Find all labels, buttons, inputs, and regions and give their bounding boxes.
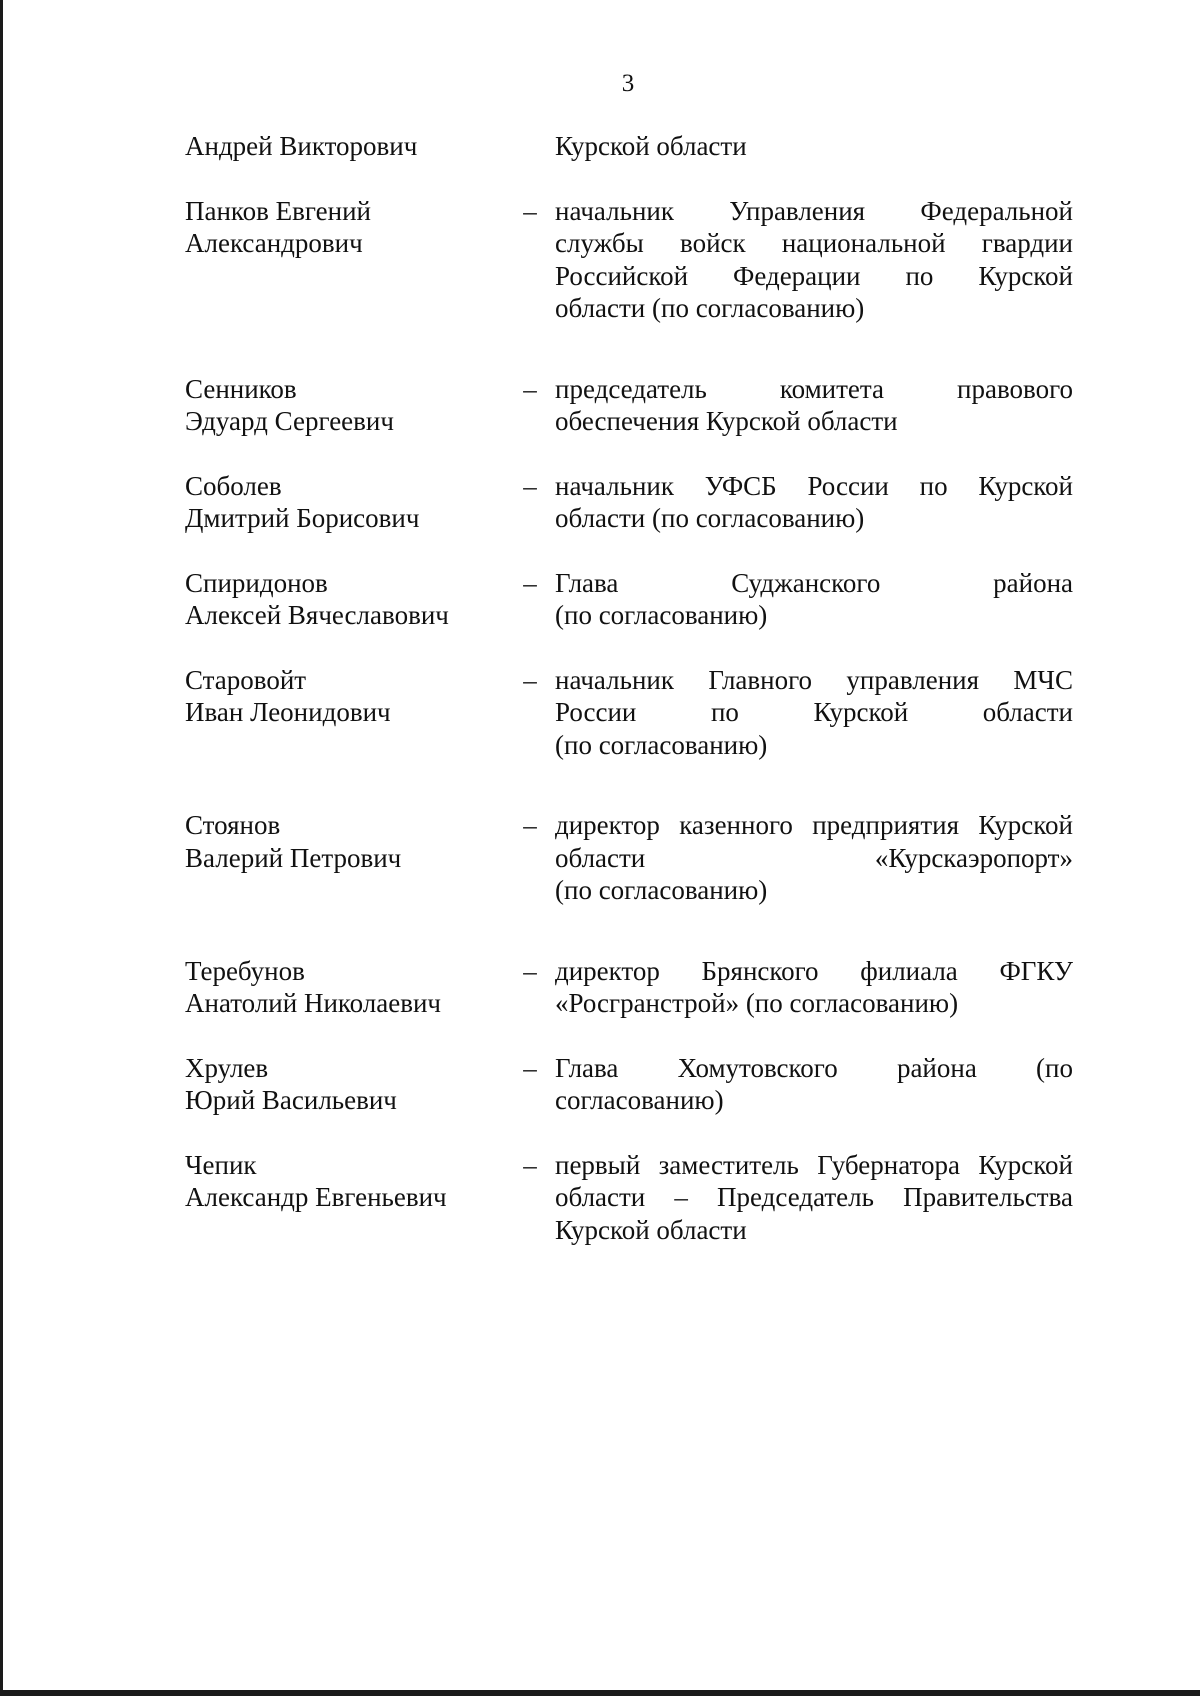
person-name-line: Юрий Васильевич (185, 1085, 397, 1115)
person-position (555, 470, 1073, 535)
separator-dash: – (523, 470, 537, 501)
person-position (555, 664, 1073, 762)
person-name-line: Иван Леонидович (185, 697, 391, 727)
person-position (555, 567, 1073, 632)
list-item (185, 955, 1073, 1020)
list-item (185, 373, 1073, 438)
position-line: председатель комитета правового (555, 373, 1073, 404)
person-position (555, 809, 1073, 907)
person-name (185, 809, 505, 907)
position-line: (по согласованию) (555, 729, 768, 760)
person-name-line: Эдуард Сергеевич (185, 406, 394, 436)
list-item (185, 664, 1073, 762)
person-name-line: Соболев (185, 470, 282, 501)
position-line: согласованию) (555, 1085, 724, 1115)
person-name (185, 1052, 505, 1117)
person-name (185, 470, 505, 535)
list-item (185, 567, 1073, 632)
position-line: России по Курской области (555, 697, 1073, 727)
position-line: области – Председатель Правительства (555, 1182, 1073, 1212)
separator-dash: – (523, 195, 537, 226)
person-name-line: Анатолий Николаевич (185, 988, 441, 1018)
person-name-line: Старовойт (185, 664, 307, 695)
person-name-line: Панков Евгений (185, 195, 371, 226)
person-name-line: Александр Евгеньевич (185, 1182, 447, 1212)
position-line: области (по согласованию) (555, 503, 865, 533)
position-line: Курской области (555, 1214, 747, 1245)
position-line: Глава Хомутовского района (по (555, 1052, 1073, 1083)
separator-dash: – (523, 955, 537, 986)
person-position (555, 955, 1073, 1020)
separator-dash: – (523, 1149, 537, 1180)
position-line: (по согласованию) (555, 600, 768, 630)
person-position (555, 130, 1073, 163)
scan-left-border (0, 0, 3, 1696)
list-item (185, 195, 1073, 325)
person-name-line: Валерий Петрович (185, 842, 402, 873)
list-item (185, 809, 1073, 907)
person-name-line: Сенников (185, 373, 297, 404)
person-name-line: Спиридонов (185, 567, 328, 598)
person-name (185, 195, 505, 325)
position-line: области «Курскаэропорт» (555, 842, 1073, 873)
person-position (555, 373, 1073, 438)
position-line: (по согласованию) (555, 875, 768, 905)
person-name-line: Александрович (185, 228, 363, 258)
person-position (555, 1052, 1073, 1117)
person-name-line: Андрей Викторович (185, 131, 418, 161)
position-line: директор Брянского филиала ФГКУ (555, 955, 1073, 986)
person-name (185, 373, 505, 438)
person-name (185, 955, 505, 1020)
position-line: Глава Суджанского района (555, 567, 1073, 598)
position-line: обеспечения Курской области (555, 406, 898, 436)
member-list (185, 130, 1073, 1278)
position-line: директор казенного предприятия Курской (555, 810, 1073, 840)
person-name-line: Стоянов (185, 810, 281, 840)
separator-dash: – (523, 810, 537, 840)
position-line: области (по согласованию) (555, 293, 865, 323)
person-name (185, 130, 505, 163)
position-line: службы войск национальной гвардии (555, 228, 1073, 258)
list-item (185, 1149, 1073, 1247)
position-line: Российской Федерации по Курской (555, 260, 1073, 291)
position-line: первый заместитель Губернатора Курской (555, 1149, 1073, 1180)
position-line: начальник Главного управления МЧС (555, 664, 1073, 695)
person-position (555, 195, 1073, 325)
scan-bottom-border (0, 1690, 1200, 1696)
person-position (555, 1149, 1073, 1247)
position-line: начальник Управления Федеральной (555, 195, 1073, 226)
separator-dash: – (523, 373, 537, 404)
person-name-line: Дмитрий Борисович (185, 503, 420, 533)
separator-dash: – (523, 664, 537, 695)
person-name-line: Алексей Вячеславович (185, 600, 449, 630)
separator-dash: – (523, 1052, 537, 1083)
position-line: «Росгранстрой» (по согласованию) (555, 988, 959, 1018)
list-item (185, 470, 1073, 535)
person-name (185, 1149, 505, 1247)
position-line: Курской области (555, 131, 747, 161)
position-line: начальник УФСБ России по Курской (555, 470, 1073, 501)
separator-dash: – (523, 567, 537, 598)
person-name (185, 567, 505, 632)
separator-dash (505, 130, 555, 163)
list-item (185, 130, 1073, 163)
page-number: 3 (621, 70, 635, 97)
person-name-line: Хрулев (185, 1052, 269, 1083)
person-name-line: Чепик (185, 1149, 257, 1180)
person-name (185, 664, 505, 762)
list-item (185, 1052, 1073, 1117)
person-name-line: Теребунов (185, 955, 305, 986)
